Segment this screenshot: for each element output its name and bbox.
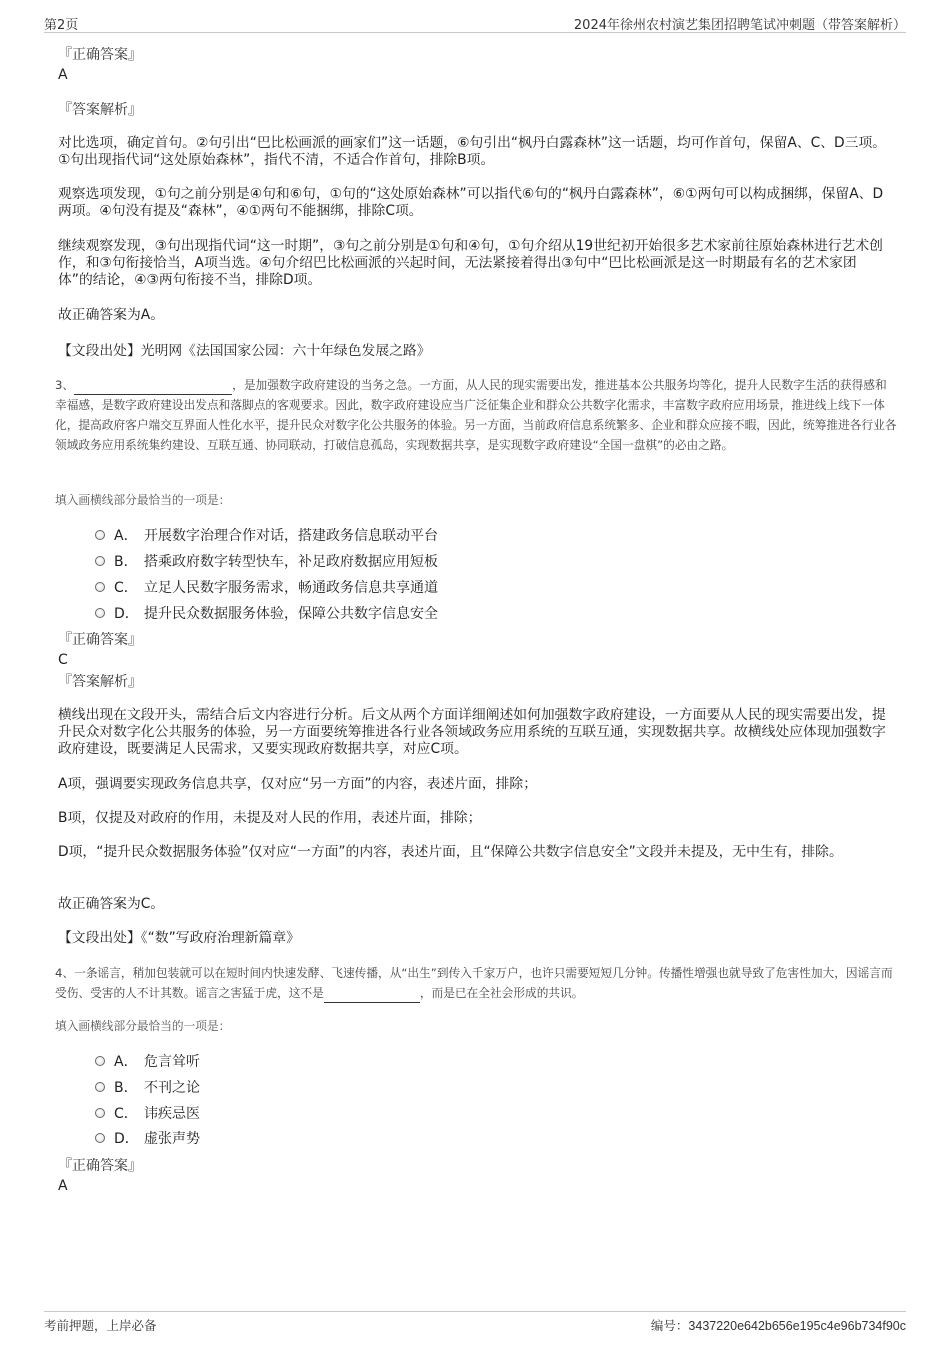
document-id-value: 3437220e642b656e195c4e96b734f90c	[688, 1319, 906, 1333]
q3-text: ，是加强数字政府建设的当务之急。一方面，从人民的现实需要出发，推进基本公共服务均等化，提升人民数字生活的获得感和幸福感，是数字政府建设出发点和落脚点的客观要求。因此，数字政府建设应当广泛征集企业和群众公共数字化需求，丰富数字政府应用场景，推进线上线下一体化，提高政府客户端交互界面人性化水平，提升民众对数字化公共服务的体验。另一方面，当前政府信息系统繁多、企业和群众应接不暇，因此，统筹推进各行业各领域政务应用系统集约建设、互联互通、协同联动，打破信息孤岛，实现数据共享，是实现数字政府建设“全国一盘棋”的必由之路。	[55, 378, 897, 452]
q3-option-c[interactable]: C． 立足人民数字服务需求，畅通政务信息共享通道	[95, 578, 438, 598]
q4-number: 4、	[55, 966, 75, 980]
radio-icon[interactable]	[95, 582, 105, 592]
q2-analysis-paragraph: 继续观察发现，③句出现指代词“这一时期”，③句之前分别是①句和④句，①句介绍从19世纪初开始很多艺术家前往原始森林进行艺术创作，和③句衔接恰当，A项当选。④句介绍巴比松画派的兴起时间，无法紧接着得出③句中“巴比松画派是这一时期最有名的艺术家团体”的结论，④③两句衔接不当，排除D项。	[58, 238, 883, 288]
q3-option-b[interactable]: B． 搭乘政府数字转型快车，补足政府数据应用短板	[95, 552, 438, 572]
q3-analysis-paragraph: 横线出现在文段开头，需结合后文内容进行分析。后文从两个方面详细阐述如何加强数字政府建设，一方面要从人民的现实需要出发，提升民众对数字化公共服务的体验，另一方面要统筹推进各行业各领域政务应用系统的互联互通，实现数据共享。故横线处应体现加强数字政府建设，既要满足人民需求，又要实现政府数据共享，对应C项。	[58, 707, 886, 757]
q3-answer: C	[58, 652, 68, 668]
q2-analysis-paragraph: 对比选项，确定首句。②句引出“巴比松画派的画家们”这一话题，⑥句引出“枫丹白露森林”这一话题，均可作首句，保留A、C、D三项。①句出现指代词“这处原始森林”，指代不清，不适合作首句，排除B项。	[58, 135, 887, 168]
radio-icon[interactable]	[95, 1133, 105, 1143]
q4-option-b[interactable]: B． 不刊之论	[95, 1078, 200, 1098]
q4-text-after: ，而是已在全社会形成的共识。	[419, 986, 584, 1000]
document-title: 2024年徐州农村演艺集团招聘笔试冲刺题（带答案解析）	[573, 18, 906, 33]
q4-answer-label: 『正确答案』	[58, 1158, 142, 1174]
document-id-label: 编号：	[650, 1318, 689, 1333]
q3-answer-label: 『正确答案』	[58, 632, 142, 648]
q3-instruction: 填入画横线部分最恰当的一项是：	[55, 493, 231, 507]
q3-source: 【文段出处】《“数”写政府治理新篇章》	[58, 930, 300, 946]
page-header	[44, 12, 906, 33]
q4-option-d[interactable]: D． 虚张声势	[95, 1129, 200, 1149]
footer-slogan: 考前押题，上岸必备	[44, 1318, 157, 1333]
q3-option-a[interactable]: A． 开展数字治理合作对话，搭建政务信息联动平台	[95, 526, 438, 546]
q3-analysis-label: 『答案解析』	[58, 674, 142, 690]
q3-number: 3、	[55, 378, 75, 392]
radio-icon[interactable]	[95, 1082, 105, 1092]
q2-analysis-label: 『答案解析』	[58, 102, 142, 118]
q3-analysis-paragraph: B项，仅提及对政府的作用，未提及对人民的作用，表述片面，排除；	[58, 810, 482, 826]
q4-stem	[55, 963, 897, 1003]
page-number: 第2页	[44, 18, 79, 33]
q3-stem	[55, 375, 897, 455]
q2-source: 【文段出处】光明网《法国国家公园：六十年绿色发展之路》	[58, 343, 431, 359]
q2-answer: A	[58, 67, 68, 83]
q2-answer-label: 『正确答案』	[58, 47, 142, 63]
q3-option-d[interactable]: D． 提升民众数据服务体验，保障公共数字信息安全	[95, 604, 438, 624]
q3-analysis-paragraph: D项，“提升民众数据服务体验”仅对应“一方面”的内容，表述片面，且“保障公共数字信息安全”文段并未提及，无中生有，排除。	[58, 844, 843, 860]
q2-analysis-paragraph: 观察选项发现，①句之前分别是④句和⑥句，①句的“这处原始森林”可以指代⑥句的“枫丹白露森林”，⑥①两句可以构成捆绑，保留A、D两项。④句没有提及“森林”，④①两句不能捆绑，排除C项。	[58, 186, 884, 219]
radio-icon[interactable]	[95, 1056, 105, 1066]
radio-icon[interactable]	[95, 1108, 105, 1118]
q2-analysis-conclusion: 故正确答案为A。	[58, 307, 165, 323]
q3-analysis-paragraph: A项，强调要实现政务信息共享，仅对应“另一方面”的内容，表述片面，排除；	[58, 776, 538, 792]
q4-answer: A	[58, 1178, 68, 1194]
radio-icon[interactable]	[95, 608, 105, 618]
q4-text-before: 一条谣言，稍加包装就可以在短时间内快速发酵、飞速传播，从“出生”到传入千家万户，也许只需要短短几分钟。传播性增强也就导致了危害性加大，因谣言而受伤、受害的人不计其数。谣言之害猛于虎，这不是	[55, 966, 893, 1000]
radio-icon[interactable]	[95, 530, 105, 540]
q4-option-a[interactable]: A． 危言耸听	[95, 1052, 200, 1072]
document-id	[651, 1316, 906, 1334]
q4-option-c[interactable]: C． 讳疾忌医	[95, 1104, 200, 1124]
q4-fill-blank	[324, 988, 420, 1003]
page-footer	[44, 1311, 906, 1334]
q3-fill-blank	[74, 380, 232, 395]
radio-icon[interactable]	[95, 556, 105, 566]
q3-analysis-conclusion: 故正确答案为C。	[58, 896, 165, 912]
q4-instruction: 填入画横线部分最恰当的一项是：	[55, 1019, 231, 1033]
